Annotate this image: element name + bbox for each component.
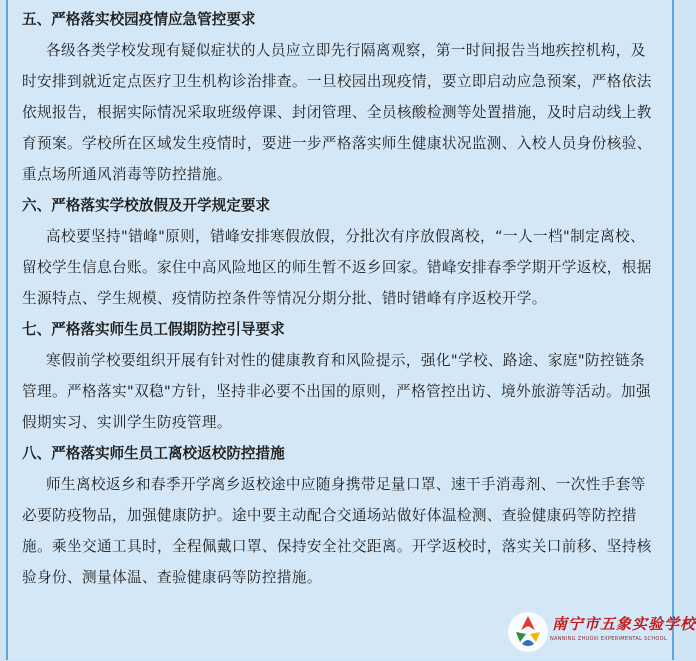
section-6-body: 高校要坚持"错峰"原则，错峰安排寒假放假，分批次有序放假离校，“一人一档"制定离校、留校学生信息台账。家住中高风险地区的师生暂不返乡回家。错峰安排春季学期开学返校，根据生源特点、学生规模、疫情防控条件等情况分期分批、错时错峰有序返校开学。 [22,228,652,307]
school-name-english: NANNING ZHUOXI EXPERIMENTAL SCHOOL [550,636,667,642]
school-name: 南宁市五象实验学校 [552,615,696,633]
section-8-heading: 八、严格落实师生员工离校返校防控措施 [22,445,285,462]
school-logo [504,607,696,657]
section-7-heading: 七、严格落实师生员工假期防控引导要求 [22,321,285,338]
section-5-body: 各级各类学校发现有疑似症状的人员应立即先行隔离观察，第一时间报告当地疾控机构，及时安排到就近定点医疗卫生机构诊治排查。一旦校园出现疫情，要立即启动应急预案，严格依法依规报告，根据实际情况采取班级停课、封闭管理、全员核酸检测等处置措施，及时启动线上教育预案。学校所在区域发生疫情时，要进一步严格落实师生健康状况监测、入校人员身份核验、重点场所通风消毒等防控措施。 [22,42,652,183]
section-6-heading: 六、严格落实学校放假及开学规定要求 [22,197,271,214]
section-7-body: 寒假前学校要组织开展有针对性的健康教育和风险提示，强化"学校、路途、家庭"防控链条管理。严格落实"双稳"方针，坚持非必要不出国的原则，严格管控出访、境外旅游等活动。加强假期实习、实训学生防疫管理。 [22,352,651,431]
section-8-body: 师生离校返乡和春季开学离乡返校途中应随身携带足量口罩、速干手消毒剂、一次性手套等必要防疫物品，加强健康防护。途中要主动配合交通场站做好体温检测、查验健康码等防控措施。乘坐交通工具时，全程佩戴口罩、保持安全社交距离。开学返校时，落实关口前移、坚持核验身份、测量体温、查验健康码等防控措施。 [22,476,652,586]
section-5-heading: 五、严格落实校园疫情应急管控要求 [22,11,256,28]
school-emblem-icon [506,610,550,654]
document-body [22,4,658,593]
